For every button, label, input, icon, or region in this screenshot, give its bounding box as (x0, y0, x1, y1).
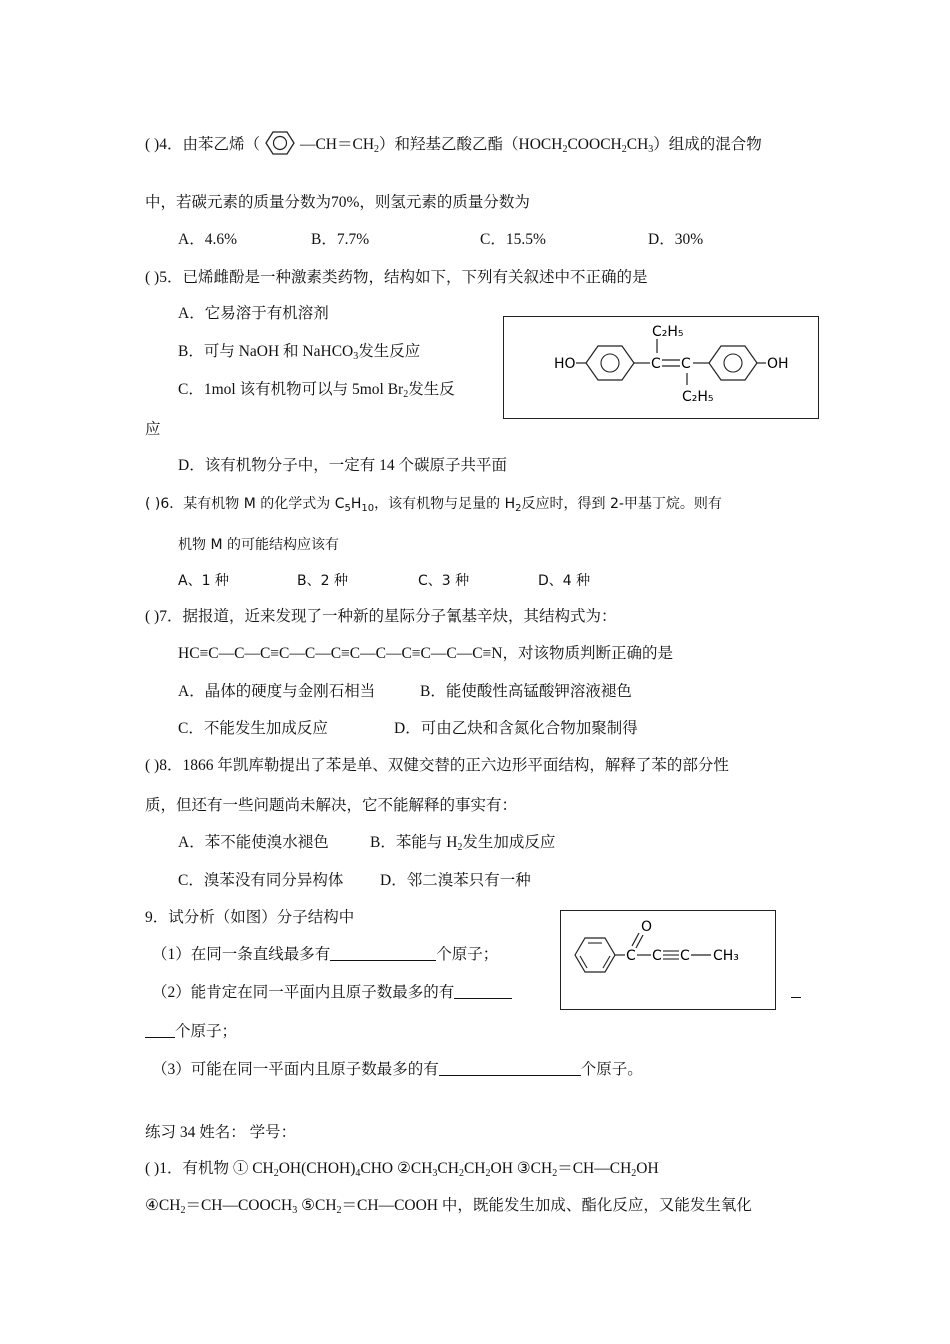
q4-line1 (145, 128, 762, 158)
q6-option-b: B、2 种 (297, 573, 348, 589)
q5-stem: ( )5．已烯雌酚是一种激素类药物，结构如下，下列有关叙述中不正确的是 (145, 269, 648, 286)
q4-option-b: B．7.7% (311, 231, 370, 248)
q4-sub: 3 (648, 144, 654, 155)
q4-stem-post: ）组成的混合物 (653, 136, 762, 153)
q5-sub: 2 (403, 389, 409, 400)
q9-part3-blank[interactable] (439, 1060, 581, 1076)
q9-o: O (641, 919, 653, 935)
q9-part3 (152, 1060, 643, 1080)
q5-option-c-pre: C．1mol 该有机物可以与 5mol Br (178, 381, 404, 398)
p1-seg: CH (437, 1160, 459, 1177)
practice-q1-line2 (145, 1196, 752, 1216)
q6-option-c: C、3 种 (418, 573, 470, 589)
q6-option-d: D、4 种 (538, 573, 591, 589)
q7-stem: ( )7．据报道，近来发现了一种新的星际分子氰基辛炔，其结构式为： (145, 608, 617, 625)
q9-stem: 9．试分析（如图）分子结构中 (145, 909, 355, 926)
q9-part2-pre: （2）能肯定在同一平面内且原子数最多的有 (152, 984, 455, 1001)
q9-part3-pre: （3）可能在同一平面内且原子数最多的有 (152, 1061, 439, 1078)
q9-part1 (152, 945, 498, 965)
q4-option-d: D．30% (648, 231, 704, 248)
q4-sub: 2 (562, 144, 568, 155)
p2-seg: ④CH (145, 1197, 181, 1214)
q4-styrene-tail: —CH＝CH (299, 136, 375, 153)
q7-option-b: B．能使酸性高锰酸钾溶液褪色 (420, 683, 632, 700)
p1-sub: 2 (631, 1168, 637, 1179)
q6-stem-post: ，该有机物与足量的 H (374, 496, 516, 512)
q9-part2 (152, 983, 512, 1003)
p1-seg: CHO ②CH (360, 1160, 433, 1177)
p2-seg: ＝CH—COOH 中，既能发生加成、酯化反应，又能发生氧化 (341, 1197, 752, 1214)
q4-line2: 中，若碳元素的质量分数为70%，则氢元素的质量分数为 (145, 194, 530, 211)
q8-option-b-pre: B．苯能与 H (370, 834, 458, 851)
q7-formula: HC≡C—C—C≡C—C—C≡C—C—C≡C—C—C≡N，对该物质判断正确的是 (178, 645, 673, 662)
q4-stem-pre: 4．由苯乙烯（ (159, 136, 260, 153)
q5-structure-box (503, 316, 819, 419)
q9-part1-blank[interactable] (330, 945, 436, 961)
q5-option-c (178, 380, 455, 400)
q5-ethyl-bottom: C₂H₅ (682, 389, 714, 405)
q4-option-a: A．4.6% (178, 231, 237, 248)
q9-c3: C (680, 948, 690, 964)
q5-c-left: C (651, 356, 661, 372)
q6-stem-mid: H (350, 496, 362, 512)
q4-stem-mid: ）和羟基乙酸乙酯（HOCH (379, 136, 563, 153)
p1-seg: OH ③CH (490, 1160, 553, 1177)
p2-sub: 3 (292, 1205, 298, 1216)
practice-title: 练习 34 姓名： 学号： (145, 1124, 297, 1141)
q8-stem: ( )8．1866 年凯库勒提出了苯是单、双健交替的正六边形平面结构，解释了苯的部分性 (145, 757, 729, 774)
q5-option-d: D．该有机物分子中，一定有 14 个碳原子共平面 (178, 457, 507, 474)
p2-seg: ＝CH—COOCH (185, 1197, 293, 1214)
q5-oh-label: OH (767, 356, 789, 372)
q4-option-c: C．15.5% (480, 231, 546, 248)
q6-sub: 2 (515, 503, 522, 514)
p1-seg: CH (463, 1160, 486, 1177)
q4-sub: 2 (621, 144, 627, 155)
q6-option-a: A、1 种 (178, 573, 229, 589)
q6-stem-post2: 反应时，得到 2-甲基丁烷。则有 (521, 496, 722, 512)
q5-c-right: C (681, 356, 691, 372)
p1-seg: ( )1．有机物 ① CH (145, 1160, 274, 1177)
q9-part1-pre: （1）在同一条直线最多有 (152, 946, 331, 963)
q9-structure-box (560, 910, 776, 1010)
q7-option-d: D．可由乙炔和含氮化合物加聚制得 (394, 720, 638, 737)
p1-seg: OH(CHOH) (278, 1160, 356, 1177)
q6-line2: 机物 M 的可能结构应该有 (178, 537, 339, 553)
q9-part2-blank[interactable] (454, 983, 512, 999)
q8-option-a: A．苯不能使溴水褪色 (178, 834, 329, 851)
diethylstilbestrol-structure (504, 317, 818, 418)
q9-c1: C (626, 948, 636, 964)
q6-sub: 10 (361, 503, 375, 514)
q8-option-b (370, 833, 555, 853)
q9-part1-post: 个原子； (436, 946, 499, 963)
benzene-ring-icon (260, 128, 300, 158)
p1-seg: OH (636, 1160, 659, 1177)
q8-sub: 2 (457, 842, 463, 853)
q9-c2: C (652, 948, 662, 964)
q9-part3-post: 个原子。 (580, 1061, 643, 1078)
q6-sub: 5 (344, 503, 351, 514)
p1-seg: ＝CH—CH (557, 1160, 632, 1177)
q9-part2-wrap (145, 1022, 237, 1042)
q5-option-b-pre: B．可与 NaOH 和 NaHCO (178, 343, 354, 360)
q8-option-c: C．溴苯没有同分异构体 (178, 872, 344, 889)
p1-sub: 2 (458, 1168, 464, 1179)
q6-stem-pre: ( )6．某有机物 M 的化学式为 C (145, 496, 345, 512)
q4-stem-mid3: CH (626, 136, 649, 153)
q9-part2-blank-tail (791, 997, 801, 998)
q5-sub: 3 (353, 351, 359, 362)
q9-ch3: CH₃ (713, 948, 739, 964)
q7-option-c: C．不能发生加成反应 (178, 720, 328, 737)
q4-stem-mid2: COOCH (567, 136, 622, 153)
p1-sub: 2 (485, 1168, 491, 1179)
q5-option-b (178, 342, 420, 362)
q6-stem (145, 494, 722, 514)
phenyl-ynone-structure (561, 911, 775, 1009)
q5-option-c-post: 发生反 (408, 381, 455, 398)
q5-option-b-post: 发生反应 (358, 343, 421, 360)
q5-ethyl-top: C₂H₅ (652, 324, 684, 340)
q8-line2: 质，但还有一些问题尚未解决，它不能解释的事实有： (145, 797, 518, 814)
p1-sub: 3 (432, 1168, 438, 1179)
q4-sub: 2 (374, 144, 380, 155)
p2-sub: 2 (336, 1205, 342, 1216)
p2-sub: 2 (180, 1205, 186, 1216)
p1-sub: 4 (355, 1168, 361, 1179)
p1-sub: 2 (273, 1168, 279, 1179)
q5-ho-label: HO (554, 356, 576, 372)
q8-option-d: D．邻二溴苯只有一种 (380, 872, 531, 889)
q8-option-b-post: 发生加成反应 (462, 834, 556, 851)
p2-seg: ⑤CH (297, 1197, 337, 1214)
q4-bracket: ( ) (145, 136, 160, 153)
q9-part2-wrap-post: 个原子； (175, 1023, 238, 1040)
q9-part2-blank-cont[interactable] (145, 1022, 175, 1038)
p1-sub: 2 (552, 1168, 558, 1179)
q5-option-a: A．它易溶于有机溶剂 (178, 305, 329, 322)
q5-option-c-wrap: 应 (145, 421, 161, 438)
practice-q1-line1 (145, 1159, 659, 1179)
q7-option-a: A．晶体的硬度与金刚石相当 (178, 683, 376, 700)
